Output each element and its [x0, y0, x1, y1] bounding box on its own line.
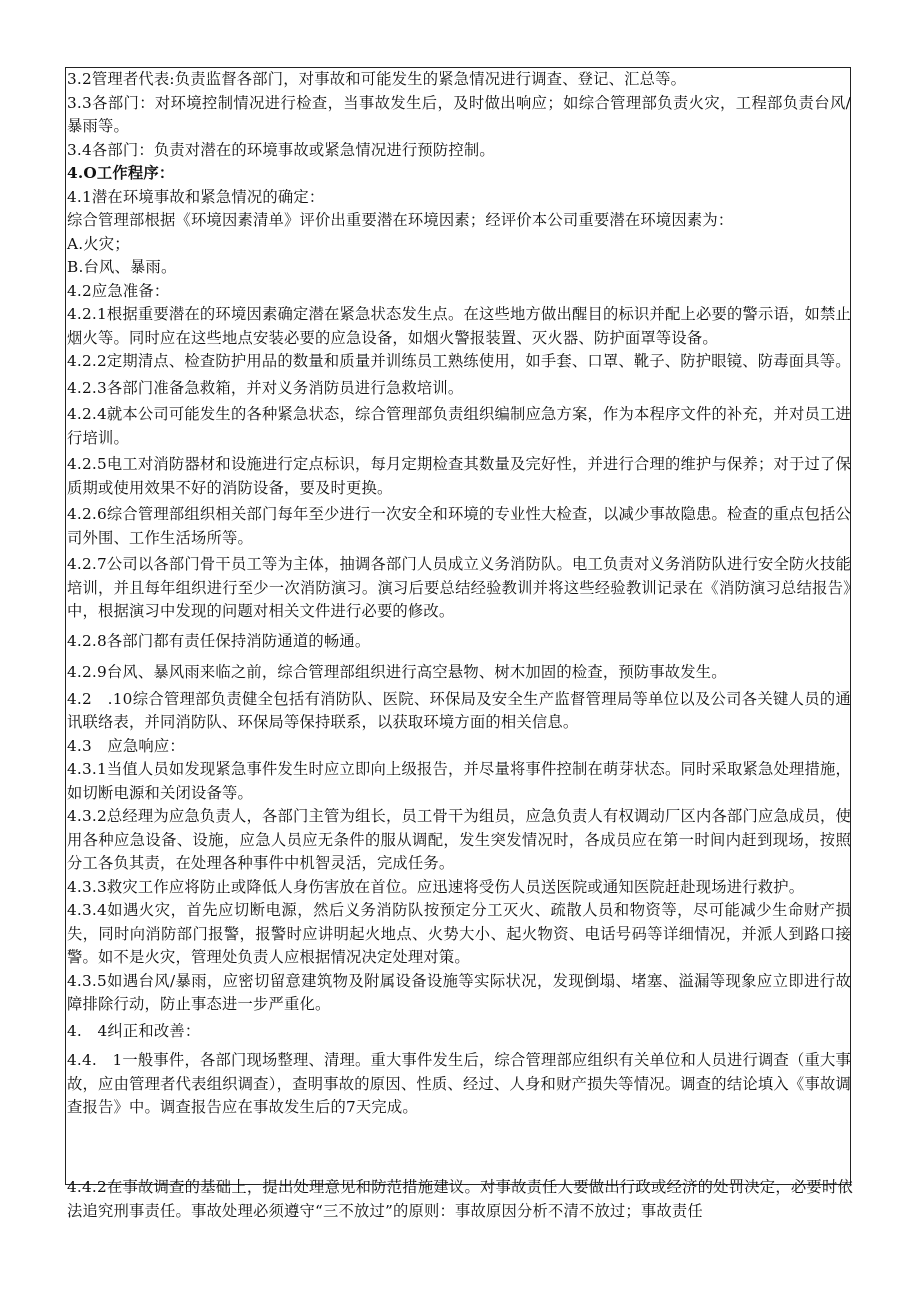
paragraph-4-2-6: 4.2.6综合管理部组织相关部门每年至少进行一次安全和环境的专业性大检查，以减少事故隐患。检查的重点包括公司外围、工作生活场所等。 [67, 505, 851, 547]
section-heading-4-0: 4.O工作程序： [67, 164, 175, 182]
paragraph-4-1: 4.1潜在环境事故和紧急情况的确定： [67, 187, 325, 206]
paragraph-outside-frame [67, 1176, 853, 1223]
paragraph-4-2-8: 4.2.8各部门都有责任保持消防通道的畅通。 [67, 631, 371, 650]
paragraph-4-4-2: 4.4.2在事故调查的基础上，提出处理意见和防范措施建议。对事故责任人要做出行政或经济的处罚决定，必要时依法追究刑事责任。事故处理必须遵守“三不放过”的原则：事故原因分析不清不放过；事故责任 [67, 1178, 853, 1220]
paragraph-4-3-4: 4.3.4如遇火灾，首先应切断电源，然后义务消防队按预定分工灭火、疏散人员和物资等，尽可能减少生命财产损失，同时向消防部门报警，报警时应讲明起火地点、火势大小、起火物资、电话号码等详细情况，并派人到路口接警。如不是火灾，管理处负责人应根据情况决定处理对策。 [67, 901, 851, 966]
paragraph-4-4: 4. 4纠正和改善： [67, 1021, 201, 1040]
paragraph-4-3-3: 4.3.3救灾工作应将防止或降低人身伤害放在首位。应迅速将受伤人员送医院或通知医院赶赴现场进行救护。 [67, 877, 805, 896]
paragraph-4-2-1: 4.2.1根据重要潜在的环境因素确定潜在紧急状态发生点。在这些地方做出醒目的标识并配上必要的警示语，如禁止烟火等。同时应在这些地点安装必要的应急设备，如烟火警报装置、灭火器、防护面罩等设备。 [67, 305, 851, 347]
paragraph-3-4: 3.4各部门：负责对潜在的环境事故或紧急情况进行预防控制。 [67, 140, 495, 159]
paragraph-4-3-5: 4.3.5如遇台风/暴雨，应密切留意建筑物及附属设备设施等实际状况，发现倒塌、堵塞、溢漏等现象应立即进行故障排除行动，防止事态进一步严重化。 [67, 971, 851, 1013]
paragraph-4-2-3: 4.2.3各部门准备急救箱，并对义务消防员进行急救培训。 [67, 378, 464, 397]
paragraph-3-3: 3.3各部门：对环境控制情况进行检查，当事故发生后，及时做出响应；如综合管理部负责火灾，工程部负责台风/暴雨等。 [67, 93, 851, 135]
paragraph-3-2: 3.2管理者代表:负责监督各部门，对事故和可能发生的紧急情况进行调查、登记、汇总等。 [67, 70, 687, 88]
list-item-a: A.火灾； [67, 234, 130, 253]
paragraph-4-3-1: 4.3.1当值人员如发现紧急事件发生时应立即向上级报告，并尽量将事件控制在萌芽状态。同时采取紧急处理措施，如切断电源和关闭设备等。 [67, 760, 851, 802]
paragraph-4-3-2: 4.3.2总经理为应急负责人，各部门主管为组长，员工骨干为组员，应急负责人有权调动厂区内各部门应急成员，使用各种应急设备、设施，应急人员应无条件的服从调配，发生突发情况时，各成员应在第一时间内赶到现场，按照分工各负其责，在处理各种事件中机智灵活，完成任务。 [67, 807, 851, 872]
paragraph-4-2-2: 4.2.2定期清点、检查防护用品的数量和质量并训练员工熟练使用，如手套、口罩、靴子、防护眼镜、防毒面具等。 [67, 352, 851, 370]
list-item-b: B.台风、暴雨。 [67, 258, 177, 276]
paragraph-4-2: 4.2应急准备： [67, 281, 170, 300]
paragraph-4-1-detail: 综合管理部根据《环境因素清单》评价出重要潜在环境因素；经评价本公司重要潜在环境因素为： [67, 211, 734, 229]
paragraph-4-4-1: 4.4. 1一般事件，各部门现场整理、清理。重大事件发生后，综合管理部应组织有关单位和人员进行调查（重大事故，应由管理者代表组织调查），查明事故的原因、性质、经过、人身和财产损失等情况。调查的结论填入《事故调查报告》中。调查报告应在事故发生后的7天完成。 [67, 1051, 851, 1116]
document-body [67, 68, 851, 1120]
paragraph-4-2-4: 4.2.4就本公司可能发生的各种紧急状态，综合管理部负责组织编制应急方案，作为本程序文件的补充，并对员工进行培训。 [67, 405, 851, 447]
paragraph-4-2-5: 4.2.5电工对消防器材和设施进行定点标识，每月定期检查其数量及完好性，并进行合理的维护与保养；对于过了保质期或使用效果不好的消防设备，要及时更换。 [67, 455, 851, 497]
paragraph-4-3: 4.3 应急响应： [67, 736, 185, 755]
paragraph-4-2-10: 4.2 .10综合管理部负责健全包括有消防队、医院、环保局及安全生产监督管理局等单位以及公司各关键人员的通讯联络表，并同消防队、环保局等保持联系，以获取环境方面的相关信息。 [67, 689, 851, 731]
paragraph-4-2-7: 4.2.7公司以各部门骨干员工等为主体，抽调各部门人员成立义务消防队。电工负责对义务消防队进行安全防火技能培训，并且每年组织进行至少一次消防演习。演习后要总结经验教训并将这些经验教训记录在《消防演习总结报告》中，根据演习中发现的问题对相关文件进行必要的修改。 [67, 555, 851, 620]
paragraph-4-2-9: 4.2.9台风、暴风雨来临之前，综合管理部组织进行高空悬物、树木加固的检查，预防事故发生。 [67, 663, 727, 681]
